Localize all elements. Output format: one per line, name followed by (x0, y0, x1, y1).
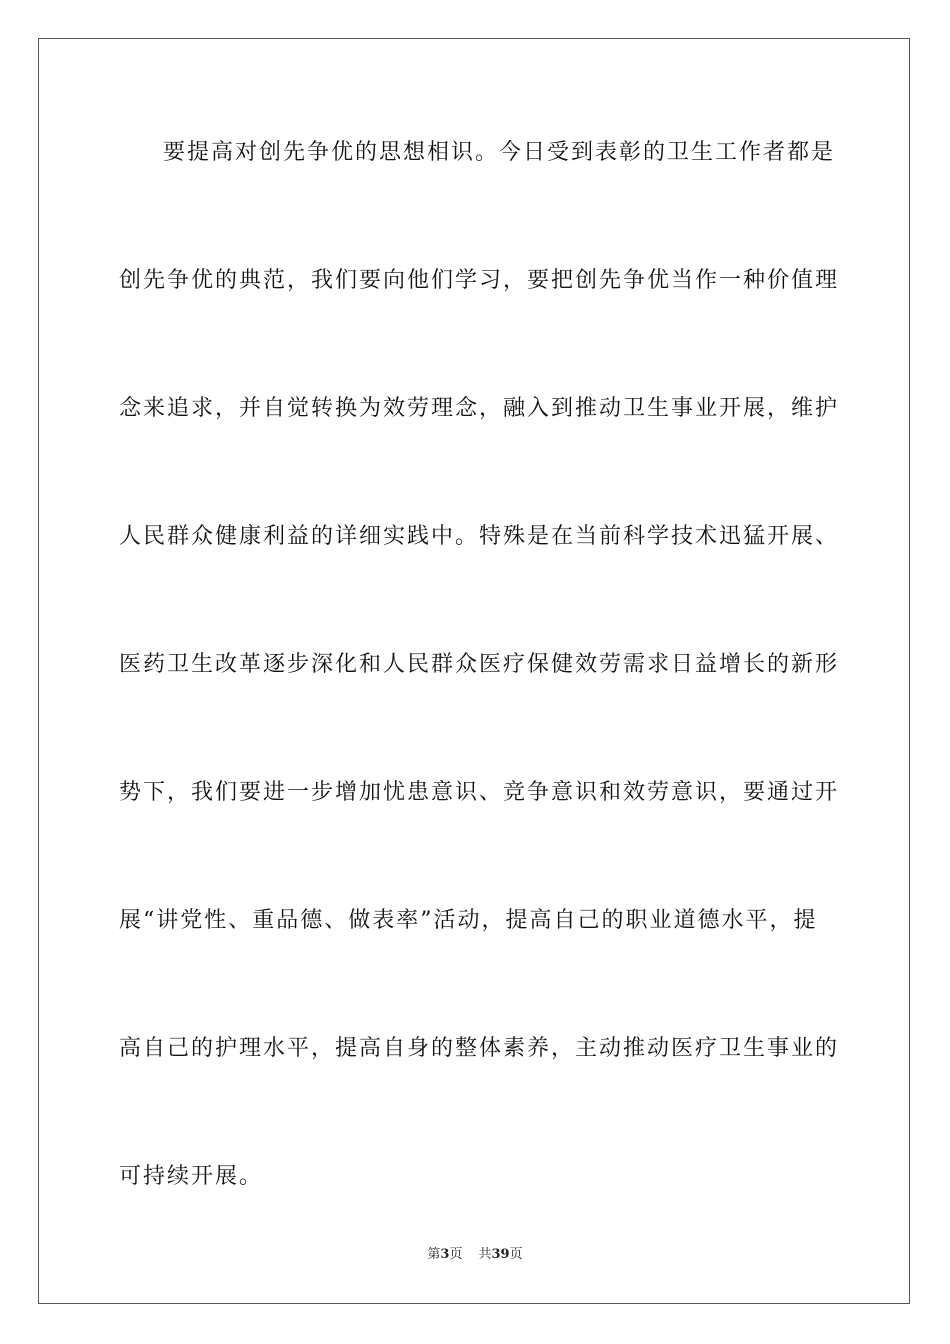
total-label-prefix: 共 (478, 1247, 492, 1262)
page-number: 3 (440, 1247, 450, 1262)
paragraph-line: 创先争优的典范，我们要向他们学习，要把创先争优当作一种价值理 (119, 268, 840, 293)
paragraph-line: 可持续开展。 (119, 1164, 264, 1189)
paragraph-line: 医药卫生改革逐步深化和人民群众医疗保健效劳需求日益增长的新形 (119, 652, 840, 677)
paragraph-line: 势下，我们要进一步增加忧患意识、竞争意识和效劳意识，要通过开 (119, 780, 840, 805)
paragraph-line: 要提高对创先争优的思想相识。今日受到表彰的卫生工作者都是 (163, 140, 836, 165)
page-label-suffix: 页 (449, 1247, 463, 1262)
page-label-prefix: 第 (427, 1247, 441, 1262)
paragraph-line: 高自己的护理水平，提高自身的整体素养，主动推动医疗卫生事业的 (119, 1036, 840, 1061)
paragraph-line: 念来追求，并自觉转换为效劳理念，融入到推动卫生事业开展，维护 (119, 396, 840, 421)
total-pages: 39 (491, 1247, 510, 1262)
total-label-suffix: 页 (509, 1247, 523, 1262)
page-frame (38, 38, 910, 1304)
paragraph-line: 展“讲党性、重品德、做表率”活动，提高自己的职业道德水平，提 (119, 908, 818, 933)
body-paragraph (119, 135, 840, 1287)
page-footer (39, 1246, 911, 1264)
paragraph-line: 人民群众健康利益的详细实践中。特殊是在当前科学技术迅猛开展、 (119, 524, 840, 549)
